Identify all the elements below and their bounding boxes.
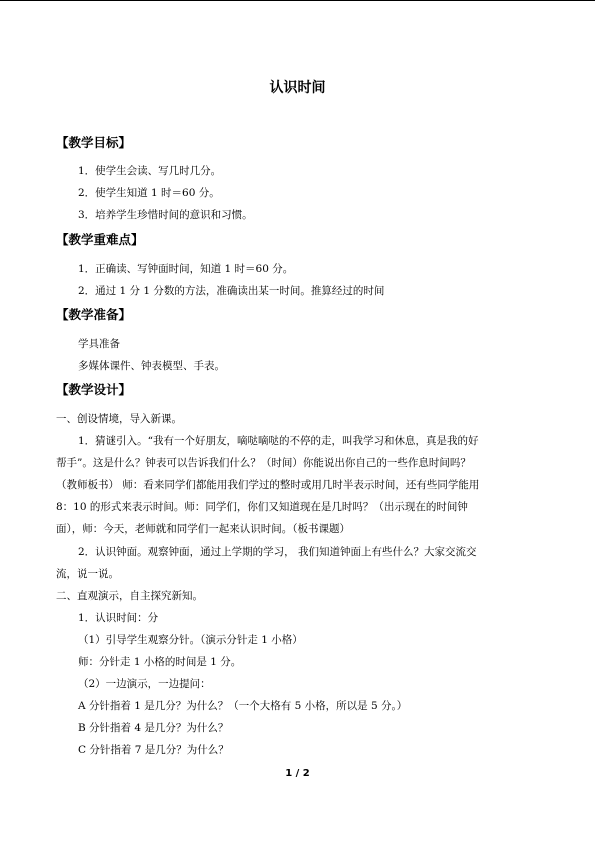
section-heading-design: 【教学设计】: [56, 382, 132, 397]
design-line-6: 面），师：今天，老师就和同学们一起来认识时间。（板书课题）: [56, 523, 350, 535]
design-line-14: A 分针指着 1 是几分？为什么？（一个大格有 5 小格，所以是 5 分。）: [78, 700, 408, 712]
design-line-7: 2．认识钟面。观察钟面，通过上学期的学习， 我们知道钟面上有些什么？大家交流交: [78, 546, 477, 558]
section-heading-goals: 【教学目标】: [56, 135, 132, 150]
section-heading-key-points: 【教学重难点】: [56, 232, 144, 247]
page-title: 认识时间: [269, 80, 326, 96]
preparation-line-2: 多媒体课件、钟表模型、手表。: [78, 360, 225, 372]
key-points-line-2: 2．通过 1 分 1 分数的方法，准确读出某一时间。推算经过的时间: [78, 285, 385, 297]
goals-line-2: 2．使学生知道 1 时＝60 分。: [78, 187, 220, 199]
design-line-16: C 分针指着 7 是几分？为什么？: [78, 744, 229, 756]
design-line-13: （2）一边演示，一边提问：: [78, 678, 211, 690]
key-points-line-1: 1．正确读、写钟面时间，知道 1 时＝60 分。: [78, 263, 294, 275]
design-line-11: （1）引导学生观察分针。（演示分针走 1 小格）: [78, 634, 303, 646]
design-line-3: 帮手”。这是什么？钟表可以告诉我们什么？（时间）你能说出你自己的一些作息时间吗？: [56, 457, 471, 469]
goals-line-1: 1．使学生会读、写几时几分。: [78, 165, 222, 177]
design-line-2: 1．猜谜引入。“我有一个好朋友，嘀哒嘀哒的不停的走，叫我学习和休息，真是我的好: [78, 435, 479, 447]
design-line-4: （教师板书） 师：看来同学们都能用我们学过的整时或用几时半表示时间，还有些同学能用: [56, 479, 480, 491]
design-line-9: 二、直观演示，自主探究新知。: [56, 590, 203, 602]
page-number: 1 / 2: [285, 768, 310, 779]
design-line-5: 8：10 的形式来表示时间。师：同学们，你们又知道现在是几时吗？（出示现在的时间钟: [56, 501, 468, 513]
design-line-12: 师：分针走 1 小格的时间是 1 分。: [78, 656, 242, 668]
design-line-1: 一、创设情境，导入新课。: [56, 413, 182, 425]
section-heading-preparation: 【教学准备】: [56, 307, 132, 322]
goals-line-3: 3．培养学生珍惜时间的意识和习惯。: [78, 209, 253, 221]
design-line-15: B 分针指着 4 是几分？为什么？: [78, 722, 229, 734]
design-line-10: 1．认识时间：分: [78, 612, 159, 624]
design-line-8: 流，说一说。: [56, 568, 119, 580]
preparation-line-1: 学具准备: [78, 338, 120, 350]
